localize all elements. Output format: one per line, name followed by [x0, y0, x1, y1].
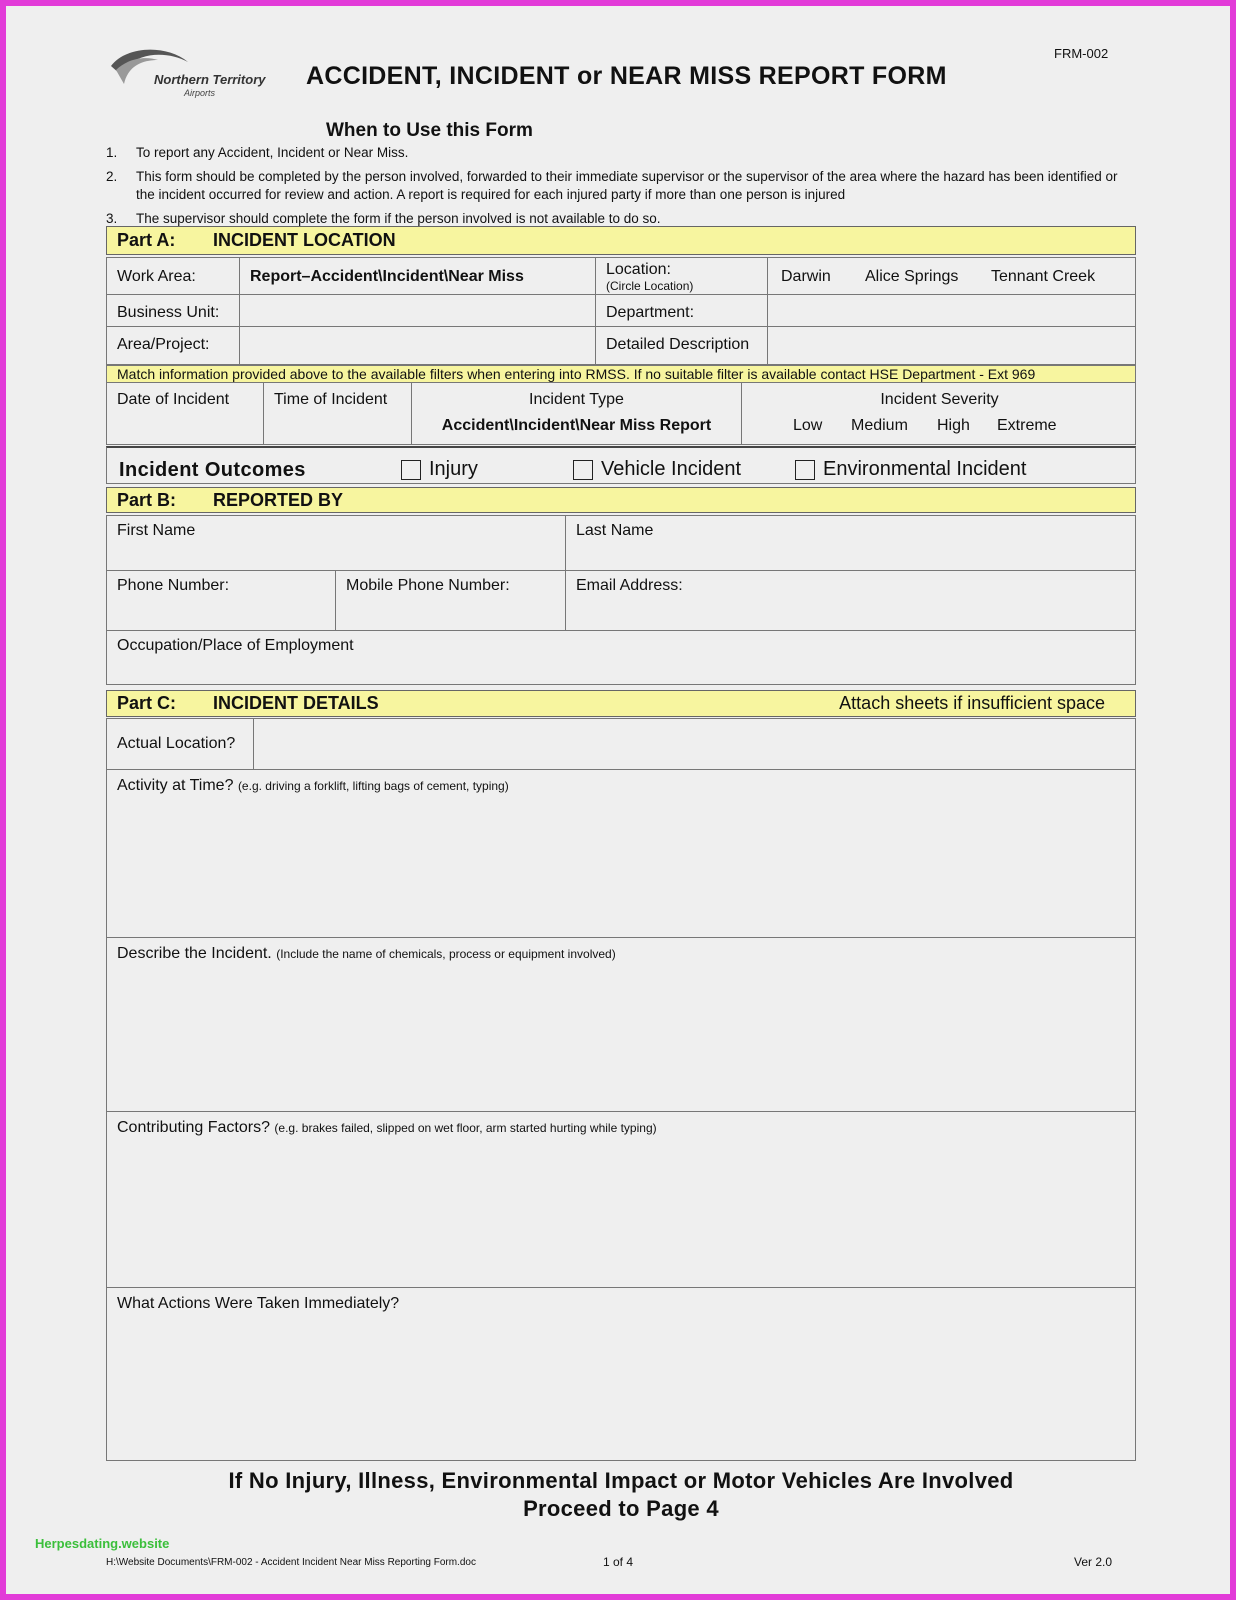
- factors-field[interactable]: [107, 1139, 1136, 1287]
- instruction-item: [106, 144, 1136, 162]
- business-unit-label: Business Unit:: [117, 304, 220, 321]
- instruction-text: The supervisor should complete the form if the person involved is not available to do so.: [136, 211, 661, 226]
- actual-location-field[interactable]: [254, 719, 1136, 769]
- mobile-phone-field[interactable]: [336, 596, 565, 630]
- part-c-header: [106, 690, 1136, 717]
- form-code: FRM-002: [1054, 46, 1109, 61]
- instruction-number: 3.: [106, 211, 118, 226]
- phone-number-label: Phone Number:: [117, 577, 230, 594]
- logo-name: Northern Territory: [154, 72, 266, 87]
- outcome-vehicle-label: Vehicle Incident: [601, 458, 742, 480]
- part-a-title: INCIDENT LOCATION: [213, 230, 396, 250]
- instructions-list: [106, 144, 1136, 234]
- instruction-number: 2.: [106, 169, 118, 184]
- form-page: [6, 6, 1230, 1594]
- footer-path: H:\Website Documents\FRM-002 - Accident Incident Near Miss Reporting Form.doc: [106, 1557, 476, 1568]
- part-a-header: [106, 226, 1136, 255]
- instruction-text: This form should be completed by the person involved, forwarded to their immediate supervisor or the supervisor of the area where the hazard has been identified or the incident occurred for review and action. A report is required for each injured party if more than one person is injured: [136, 169, 1118, 202]
- occupation-field[interactable]: [107, 656, 1136, 684]
- department-label: Department:: [606, 304, 695, 321]
- detailed-description-label: Detailed Description: [606, 336, 750, 353]
- vehicle-incident-checkbox[interactable]: [573, 460, 593, 480]
- outcome-vehicle[interactable]: [563, 452, 751, 487]
- instruction-number: 1.: [106, 145, 118, 160]
- last-name-field[interactable]: [566, 540, 1136, 570]
- work-area-value[interactable]: Report–Accident\Incident\Near Miss: [250, 268, 524, 285]
- outcome-environmental-label: Environmental Incident: [823, 458, 1027, 480]
- activity-label-text: Activity at Time?: [117, 777, 234, 794]
- actions-field[interactable]: [107, 1315, 1136, 1460]
- location-option-alice-springs[interactable]: Alice Springs: [865, 268, 959, 285]
- email-address-label: Email Address:: [576, 577, 683, 594]
- business-unit-field[interactable]: [240, 295, 595, 326]
- describe-field[interactable]: [107, 965, 1136, 1111]
- incident-severity-label: Incident Severity: [880, 391, 999, 408]
- rmss-note: Match information provided above to the available filters when entering into RMSS. If no suitable filter is available contact HSE Department - Ext 969: [106, 365, 1136, 383]
- part-b-title: REPORTED BY: [213, 489, 344, 510]
- closing-line-2: Proceed to Page 4: [523, 1496, 719, 1521]
- footer-page: 1 of 4: [603, 1555, 634, 1569]
- email-address-field[interactable]: [566, 596, 1136, 630]
- mobile-phone-label: Mobile Phone Number:: [346, 577, 510, 594]
- instruction-item: [106, 168, 1136, 204]
- logo-subtitle: Airports: [184, 88, 216, 98]
- watermark: Herpesdating.website: [35, 1536, 170, 1551]
- area-project-label: Area/Project:: [117, 336, 210, 353]
- incident-outcomes-row: [106, 446, 1136, 484]
- outcome-injury[interactable]: [391, 452, 488, 487]
- describe-label-text: Describe the Incident.: [117, 945, 272, 962]
- part-c-label: Part C:: [117, 693, 177, 713]
- severity-option-medium[interactable]: Medium: [851, 417, 908, 434]
- incident-type-label: Incident Type: [529, 391, 624, 408]
- describe-hint: (Include the name of chemicals, process or equipment involved): [276, 947, 616, 961]
- location-sub-label: (Circle Location): [606, 279, 694, 293]
- footer-version: Ver 2.0: [1074, 1555, 1113, 1569]
- location-option-darwin[interactable]: Darwin: [781, 268, 831, 285]
- area-project-field[interactable]: [240, 327, 595, 365]
- occupation-label: Occupation/Place of Employment: [117, 637, 354, 654]
- first-name-field[interactable]: [107, 540, 565, 570]
- location-label-text: Location:: [606, 261, 671, 278]
- date-of-incident-label: Date of Incident: [117, 391, 230, 408]
- incident-outcomes-label: Incident Outcomes: [119, 459, 306, 481]
- last-name-label: Last Name: [576, 522, 654, 539]
- part-c-title: INCIDENT DETAILS: [213, 693, 379, 713]
- actual-location-label: Actual Location?: [117, 735, 236, 752]
- location-label: [596, 256, 703, 300]
- closing-line-1: If No Injury, Illness, Environmental Impact or Motor Vehicles Are Involved: [228, 1468, 1014, 1493]
- location-table: [106, 257, 1136, 365]
- date-of-incident-field[interactable]: [107, 383, 263, 445]
- part-b-label: Part B:: [117, 489, 177, 510]
- severity-option-low[interactable]: Low: [793, 417, 823, 434]
- severity-option-high[interactable]: High: [937, 417, 970, 434]
- company-logo: [106, 44, 286, 104]
- part-a-label: Part A:: [117, 230, 176, 250]
- attach-sheets-note: Attach sheets if insufficient space: [839, 693, 1105, 713]
- reporter-table: [106, 515, 1136, 685]
- location-option-tennant-creek[interactable]: Tennant Creek: [991, 268, 1096, 285]
- work-area-label: Work Area:: [117, 268, 196, 285]
- activity-field[interactable]: [107, 797, 1136, 937]
- department-field[interactable]: [768, 295, 1136, 326]
- phone-number-field[interactable]: [107, 596, 335, 630]
- time-of-incident-label: Time of Incident: [274, 391, 388, 408]
- injury-checkbox[interactable]: [401, 460, 421, 480]
- part-b-header: [106, 487, 1136, 513]
- incident-meta-table: [106, 383, 1136, 445]
- detailed-description-field[interactable]: [768, 327, 1136, 365]
- environmental-incident-checkbox[interactable]: [795, 460, 815, 480]
- outcome-environmental[interactable]: [785, 452, 1036, 487]
- incident-details-table: [106, 718, 1136, 1461]
- intro-heading: When to Use this Form: [326, 120, 533, 141]
- factors-label-text: Contributing Factors?: [117, 1119, 270, 1136]
- first-name-label: First Name: [117, 522, 196, 539]
- instruction-text: To report any Accident, Incident or Near Miss.: [136, 145, 409, 160]
- severity-option-extreme[interactable]: Extreme: [997, 417, 1057, 434]
- form-title: ACCIDENT, INCIDENT or NEAR MISS REPORT FORM: [306, 62, 947, 90]
- actions-label: What Actions Were Taken Immediately?: [117, 1295, 400, 1312]
- time-of-incident-field[interactable]: [264, 383, 411, 445]
- outcome-injury-label: Injury: [429, 458, 478, 480]
- incident-type-value[interactable]: Accident\Incident\Near Miss Report: [441, 417, 712, 434]
- factors-hint: (e.g. brakes failed, slipped on wet floor, arm started hurting while typing): [274, 1121, 657, 1135]
- activity-hint: (e.g. driving a forklift, lifting bags of cement, typing): [237, 779, 509, 793]
